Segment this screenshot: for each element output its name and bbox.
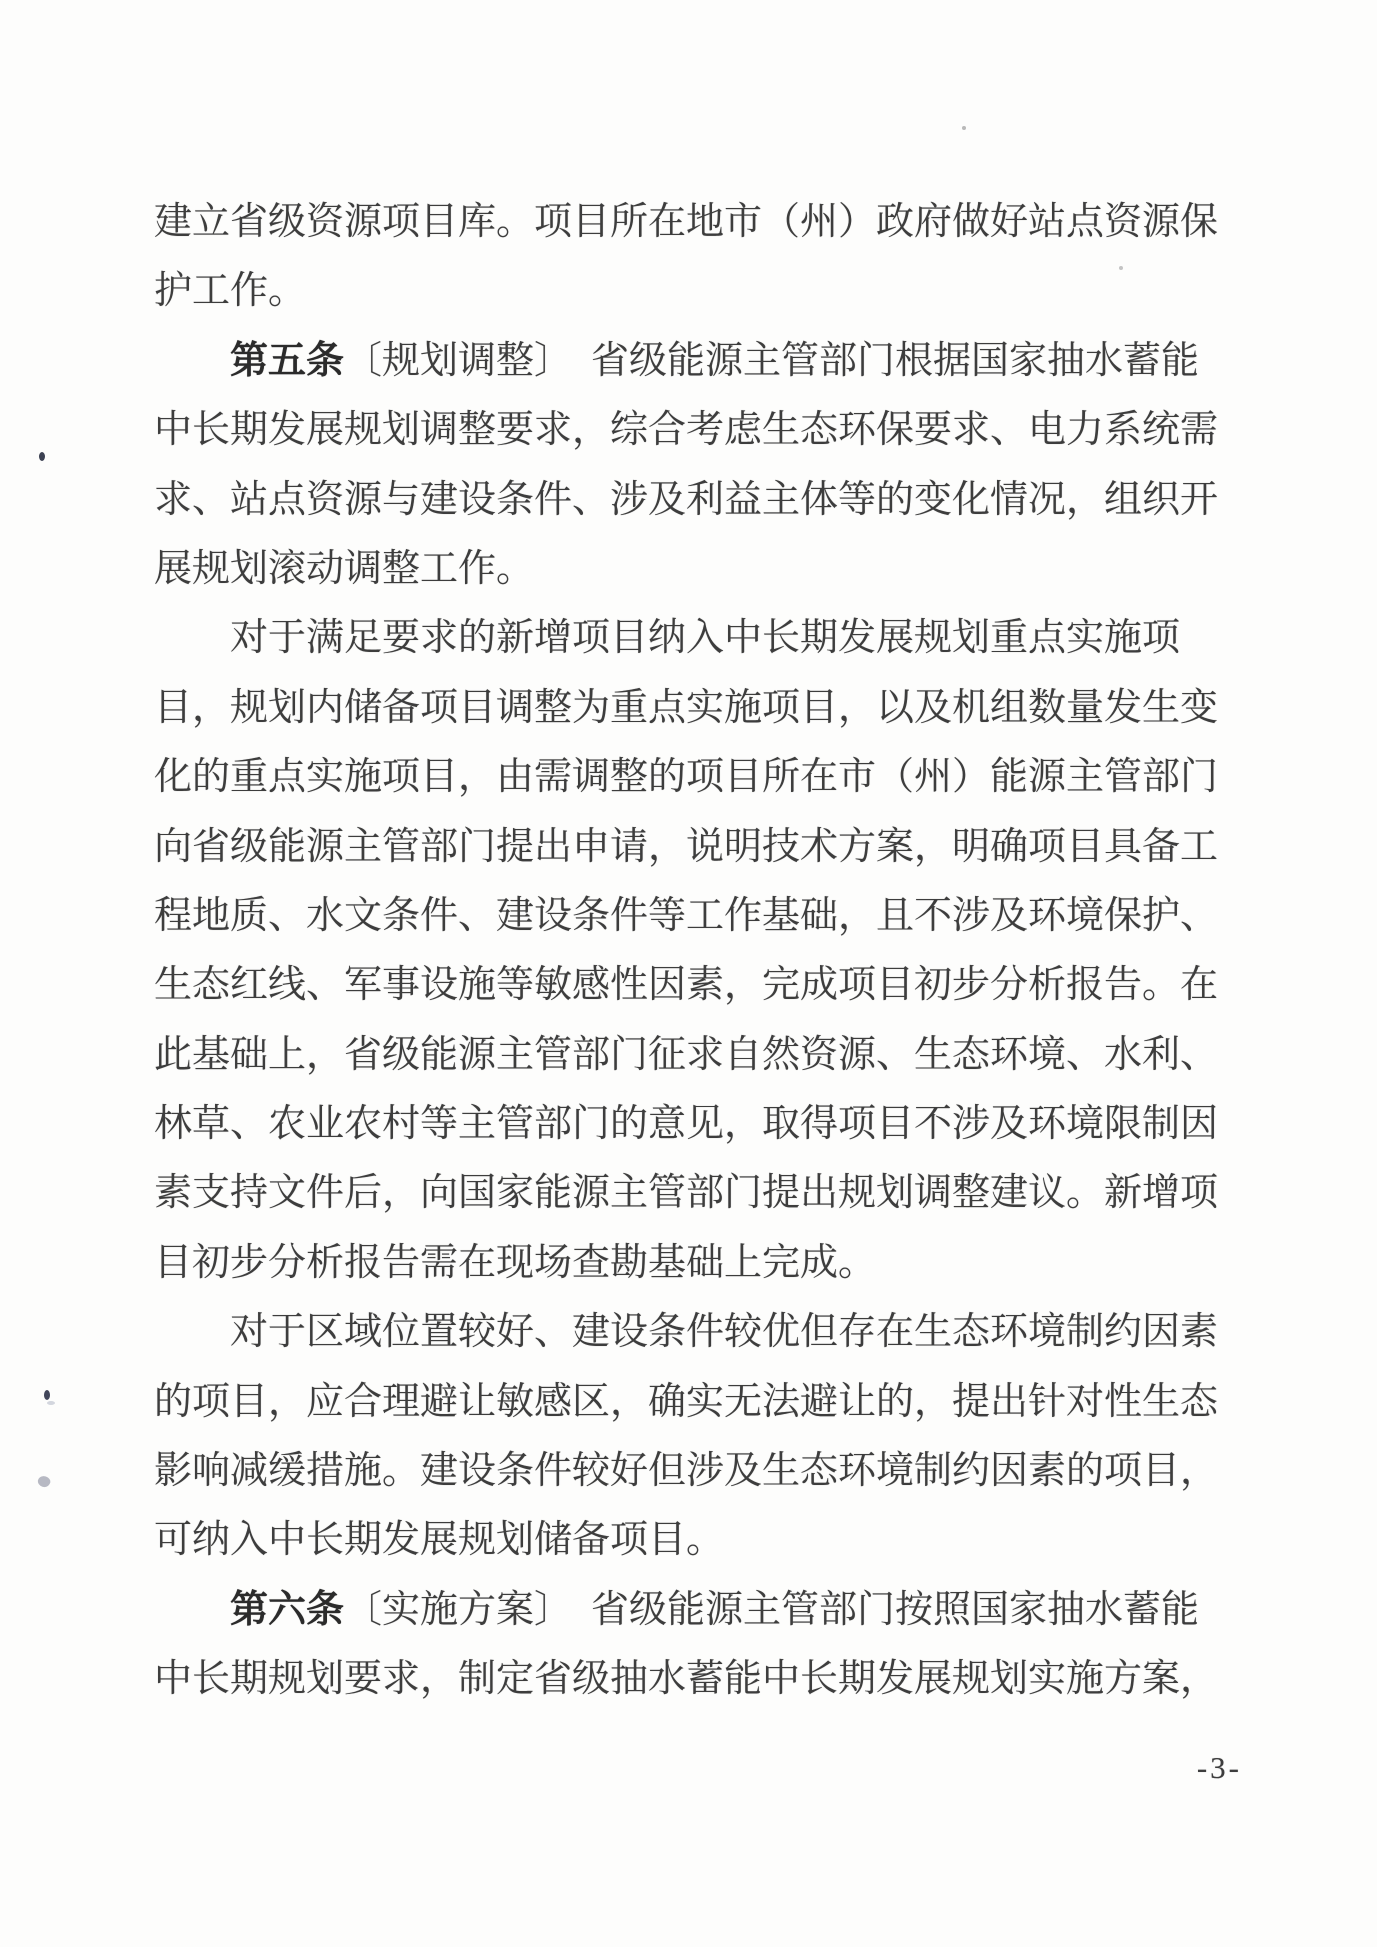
text-line <box>154 813 1232 882</box>
article-label: 第六条 <box>230 1588 345 1631</box>
text-line <box>154 743 1232 812</box>
text-segment: 护工作。 <box>154 270 307 313</box>
text-segment: 化的重点实施项目，由需调整的项目所在市（州）能源主管部门 <box>154 756 1219 799</box>
text-line <box>154 1298 1232 1367</box>
scan-speck <box>36 1474 52 1490</box>
text-segment: 建立省级资源项目库。项目所在地市（州）政府做好站点资源保 <box>154 201 1219 243</box>
text-segment: 素支持文件后，向国家能源主管部门提出规划调整建议。新增项 <box>154 1172 1219 1215</box>
text-line <box>154 1021 1232 1090</box>
text-line <box>154 1368 1232 1437</box>
page-number: -3- <box>1196 1750 1242 1785</box>
scan-speck <box>1119 266 1123 270</box>
text-line <box>154 951 1232 1020</box>
text-segment: 程地质、水文条件、建设条件等工作基础，且不涉及环境保护、 <box>154 894 1219 937</box>
text-line <box>154 1645 1232 1714</box>
scan-speck <box>962 126 966 130</box>
text-segment: 对于区域位置较好、建设条件较优但存在生态环境制约因素 <box>230 1311 1219 1354</box>
text-line <box>154 1229 1232 1298</box>
text-segment: 展规划滚动调整工作。 <box>154 547 535 590</box>
text-line <box>154 1159 1232 1228</box>
scan-speck <box>47 1401 55 1405</box>
text-line <box>154 1506 1232 1575</box>
scan-speck <box>39 452 45 461</box>
text-segment: 目，规划内储备项目调整为重点实施项目，以及机组数量发生变 <box>154 686 1219 729</box>
text-segment: 生态红线、军事设施等敏感性因素，完成项目初步分析报告。在 <box>154 964 1219 1007</box>
text-line <box>154 257 1232 326</box>
text-segment: 此基础上，省级能源主管部门征求自然资源、生态环境、水利、 <box>154 1033 1219 1076</box>
text-segment: 的项目，应合理避让敏感区，确实无法避让的，提出针对性生态 <box>154 1380 1219 1423</box>
document-text-column <box>154 188 1232 1715</box>
text-line <box>154 327 1232 396</box>
text-line <box>154 604 1232 673</box>
text-line <box>154 396 1232 465</box>
text-line <box>154 535 1232 604</box>
text-line <box>154 466 1232 535</box>
text-segment: 对于满足要求的新增项目纳入中长期发展规划重点实施项 <box>230 617 1181 660</box>
text-line <box>154 1576 1232 1645</box>
text-segment: 目初步分析报告需在现场查勘基础上完成。 <box>154 1241 877 1284</box>
article-label: 第五条 <box>230 339 345 382</box>
text-line <box>154 188 1232 257</box>
text-segment: 中长期规划要求，制定省级抽水蓄能中长期发展规划实施方案， <box>154 1658 1219 1701</box>
text-segment: 向省级能源主管部门提出申请，说明技术方案，明确项目具备工 <box>154 825 1219 868</box>
scan-speck <box>44 1390 50 1400</box>
text-line <box>154 1090 1232 1159</box>
text-segment: 林草、农业农村等主管部门的意见，取得项目不涉及环境限制因 <box>154 1103 1219 1146</box>
text-segment: 〔规划调整〕 省级能源主管部门根据国家抽水蓄能 <box>344 339 1200 382</box>
text-segment: 〔实施方案〕 省级能源主管部门按照国家抽水蓄能 <box>344 1588 1200 1631</box>
text-segment: 求、站点资源与建设条件、涉及利益主体等的变化情况，组织开 <box>154 478 1219 521</box>
text-line <box>154 882 1232 951</box>
text-segment: 影响减缓措施。建设条件较好但涉及生态环境制约因素的项目， <box>154 1450 1219 1493</box>
text-line <box>154 1437 1232 1506</box>
text-segment: 可纳入中长期发展规划储备项目。 <box>154 1519 725 1562</box>
text-line <box>154 674 1232 743</box>
text-segment: 中长期发展规划调整要求，综合考虑生态环保要求、电力系统需 <box>154 409 1219 452</box>
